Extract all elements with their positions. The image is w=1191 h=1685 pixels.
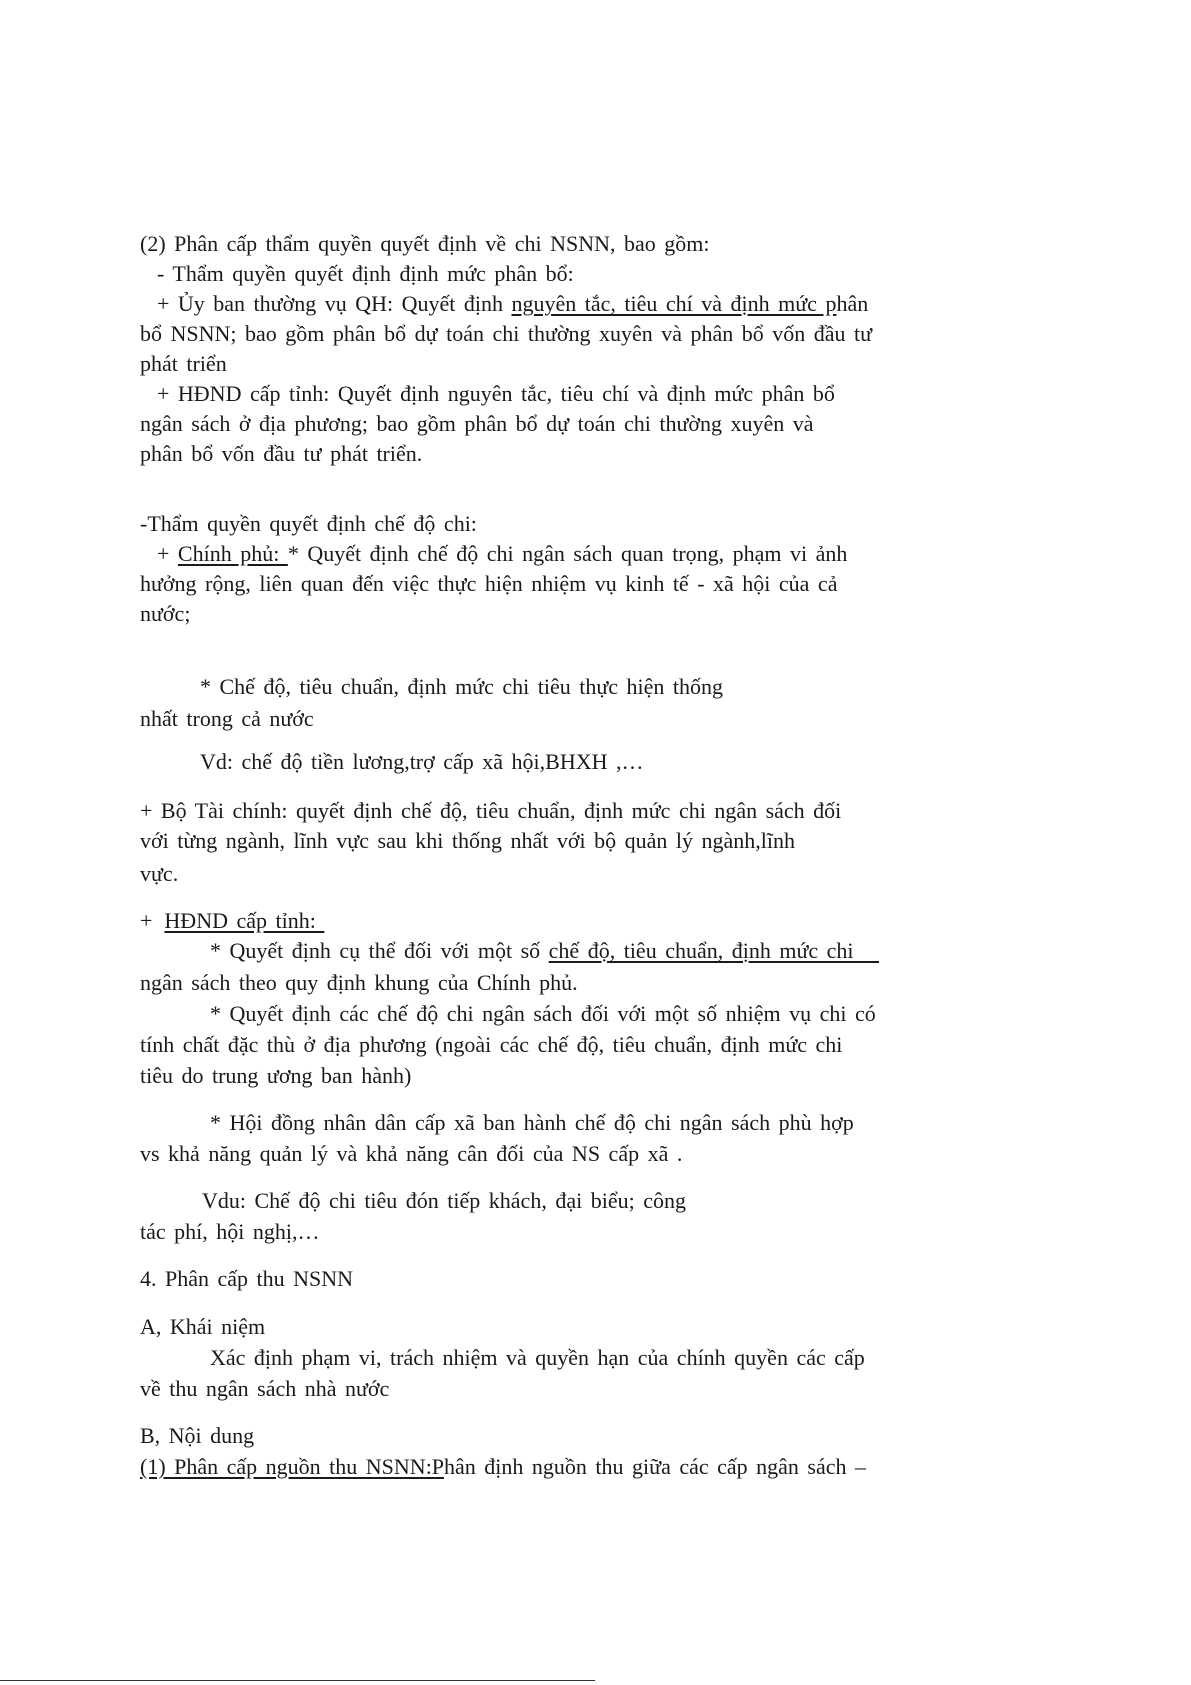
line-3-end: hân [836, 291, 869, 316]
line-17: với từng ngành, lĩnh vực sau khi thống nhất với bộ quản lý ngành,lĩnh [140, 828, 795, 853]
line-15 [140, 748, 644, 776]
line-10 [140, 540, 847, 568]
line-31: Xác định phạm vi, trách nhiệm và quyền hạn của chính quyền các cấp [210, 1345, 865, 1370]
line-19-start: + [140, 908, 153, 933]
line-12: nước; [140, 601, 191, 626]
line-32: về thu ngân sách nhà nước [140, 1376, 390, 1401]
line-6: + HĐND cấp tỉnh: Quyết định nguyên tắc, tiêu chí và định mức phân bổ [140, 381, 835, 406]
line-28: tác phí, hội nghị,… [140, 1219, 320, 1244]
line-19-underlined: HĐND cấp tỉnh: [164, 908, 325, 933]
line-24: tiêu do trung ương ban hành) [140, 1063, 412, 1088]
line-20-start: * Quyết định cụ thể đối với một số [210, 938, 549, 963]
line-26: vs khả năng quản lý và khả năng cân đối của NS cấp xã . [140, 1141, 683, 1166]
line-34-end: hân định nguồn thu giữa các cấp ngân sách – [444, 1454, 867, 1479]
line-22: * Quyết định các chế độ chi ngân sách đối với một số nhiệm vụ chi có [210, 1001, 876, 1026]
line-13-text: * Chế độ, tiêu chuẩn, định mức chi tiêu thực hiện thống [200, 674, 724, 699]
line-29: 4. Phân cấp thu NSNN [140, 1266, 354, 1291]
line-8: phân bổ vốn đầu tư phát triển. [140, 441, 423, 466]
line-20-underlined: chế độ, tiêu chuẩn, định mức chi [548, 938, 880, 963]
line-13 [140, 673, 723, 701]
line-5: phát triển [140, 351, 227, 376]
line-18: vực. [140, 861, 179, 886]
line-21: ngân sách theo quy định khung của Chính phủ. [140, 970, 578, 995]
line-11: hưởng rộng, liên quan đến việc thực hiện nhiệm vụ kinh tế - xã hội của cả [140, 571, 838, 596]
line-14: nhất trong cả nước [140, 706, 314, 731]
line-2: - Thẩm quyền quyết định định mức phân bổ: [140, 261, 574, 286]
line-25: * Hội đồng nhân dân cấp xã ban hành chế độ chi ngân sách phù hợp [210, 1110, 854, 1135]
line-9: -Thẩm quyền quyết định chế độ chi: [140, 511, 477, 536]
line-10-underlined: Chính phủ: [177, 541, 288, 566]
line-33: B, Nội dung [140, 1423, 255, 1448]
line-15-text: Vd: chế độ tiền lương,trợ cấp xã hội,BHXH ,… [200, 749, 644, 774]
footer-rule [0, 1680, 595, 1681]
line-30: A, Khái niệm [140, 1314, 266, 1339]
line-34-underlined: (1) Phân cấp nguồn thu NSNN:P [140, 1454, 445, 1479]
line-16: + Bộ Tài chính: quyết định chế độ, tiêu chuẩn, định mức chi ngân sách đối [140, 798, 842, 823]
line-3 [140, 290, 868, 318]
line-19 [140, 907, 324, 935]
line-10-end: * Quyết định chế độ chi ngân sách quan trọng, phạm vi ảnh [287, 541, 848, 566]
line-27-text: Vdu: Chế độ chi tiêu đón tiếp khách, đại biểu; công [202, 1188, 686, 1213]
line-27 [140, 1187, 686, 1215]
line-1: (2) Phân cấp thẩm quyền quyết định về chi NSNN, bao gồm: [140, 231, 710, 256]
line-7: ngân sách ở địa phương; bao gồm phân bổ dự toán chi thường xuyên và [140, 411, 814, 436]
line-20 [210, 937, 879, 965]
line-34 [140, 1453, 866, 1481]
line-3-underlined: nguyên tắc, tiêu chí và định mức p [511, 291, 837, 316]
line-4: bổ NSNN; bao gồm phân bổ dự toán chi thường xuyên và phân bổ vốn đầu tư [140, 321, 873, 346]
line-10-start: + [140, 541, 178, 566]
line-23: tính chất đặc thù ở địa phương (ngoài các chế độ, tiêu chuẩn, định mức chi [140, 1032, 843, 1057]
line-3-start: + Ủy ban thường vụ QH: Quyết định [140, 291, 512, 316]
